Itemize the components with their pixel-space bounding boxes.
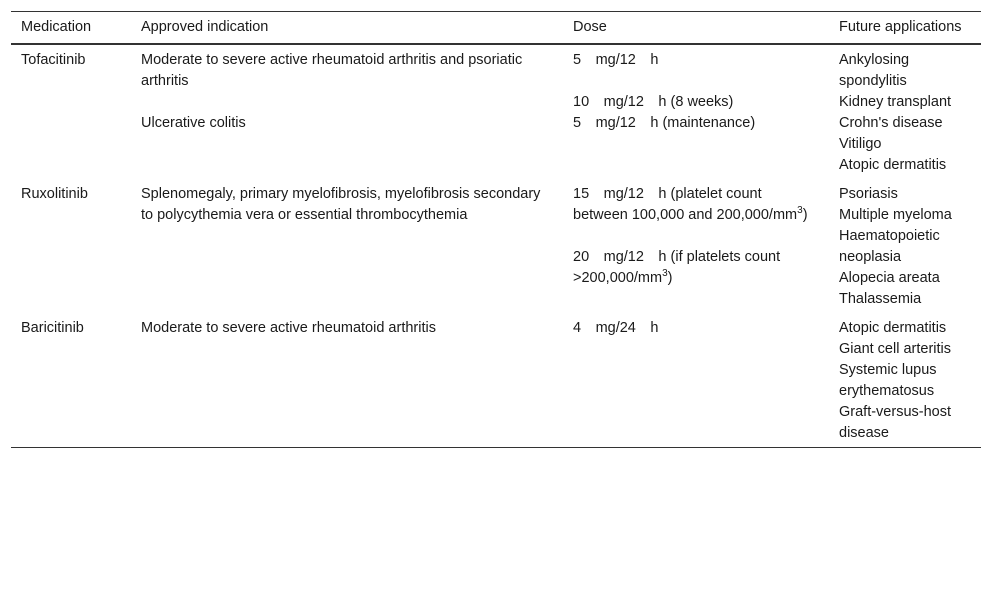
- future-application: Graft-versus-host disease: [839, 404, 951, 441]
- dose-text: [573, 247, 819, 289]
- future-application: Ankylosing spondylitis: [839, 52, 910, 89]
- future-application: Systemic lupus erythematosus: [839, 362, 937, 399]
- future-application: Haematopoietic neoplasia: [839, 228, 940, 265]
- dose-cell: [563, 179, 829, 313]
- indication-text: Moderate to severe active rheumatoid arthritis and psoriatic arthritis: [141, 52, 523, 89]
- dose-text-close: ): [667, 270, 673, 286]
- medication-cell: Tofacitinib: [21, 52, 86, 68]
- future-application: Psoriasis: [839, 186, 898, 202]
- medication-cell: Baricitinib: [21, 320, 84, 336]
- future-applications-cell: [829, 179, 981, 313]
- dose-text: 5 mg/12 h: [573, 52, 659, 68]
- future-application: Thalassemia: [839, 291, 922, 307]
- spacer: [573, 71, 819, 92]
- dose-text: [573, 184, 819, 226]
- header-medication: Medication: [21, 19, 92, 35]
- header-future-applications: Future applications: [839, 19, 962, 35]
- dose-text: 10 mg/12 h (8 weeks): [573, 94, 734, 110]
- header-approved-indication: Approved indication: [141, 19, 269, 35]
- jak-inhibitors-table: [11, 11, 981, 448]
- dose-text: 5 mg/12 h (maintenance): [573, 115, 756, 131]
- dose-text-main: 20 mg/12 h (if platelets count >200,000/mm: [573, 249, 785, 286]
- dose-text: 4 mg/24 h: [573, 320, 659, 336]
- indication-text: Splenomegaly, primary myelofibrosis, myelofibrosis secondary to polycythemia vera or essential thrombocythemia: [141, 186, 541, 223]
- dose-cell: [563, 44, 829, 179]
- future-application: Vitiligo: [839, 136, 882, 152]
- indication-cell: [131, 179, 563, 313]
- table-body: [11, 44, 981, 448]
- future-application: Alopecia areata: [839, 270, 940, 286]
- indication-cell: [131, 313, 563, 448]
- header-dose: Dose: [573, 19, 607, 35]
- future-application: Crohn's disease: [839, 115, 943, 131]
- indication-text: Ulcerative colitis: [141, 115, 246, 131]
- indication-text: Moderate to severe active rheumatoid arthritis: [141, 320, 436, 336]
- dose-superscript: 3: [662, 268, 668, 280]
- spacer: [141, 92, 553, 113]
- dose-text-close: ): [802, 207, 808, 223]
- table-header: [11, 12, 981, 45]
- spacer: [573, 226, 819, 247]
- future-application: Atopic dermatitis: [839, 157, 947, 173]
- future-applications-cell: [829, 44, 981, 179]
- table-row: [11, 179, 981, 313]
- dose-text-main: 15 mg/12 h (platelet count between 100,000 and 200,000/mm: [573, 186, 798, 223]
- medication-cell: Ruxolitinib: [21, 186, 88, 202]
- dose-superscript: 3: [797, 205, 803, 217]
- jak-inhibitors-table-wrapper: [11, 11, 981, 448]
- future-application: Multiple myeloma: [839, 207, 952, 223]
- future-applications-cell: [829, 313, 981, 448]
- table-row: [11, 44, 981, 179]
- future-application: Atopic dermatitis: [839, 320, 947, 336]
- header-row: [11, 12, 981, 45]
- indication-cell: [131, 44, 563, 179]
- future-application: Kidney transplant: [839, 94, 952, 110]
- dose-cell: [563, 313, 829, 448]
- table-row: [11, 313, 981, 448]
- future-application: Giant cell arteritis: [839, 341, 952, 357]
